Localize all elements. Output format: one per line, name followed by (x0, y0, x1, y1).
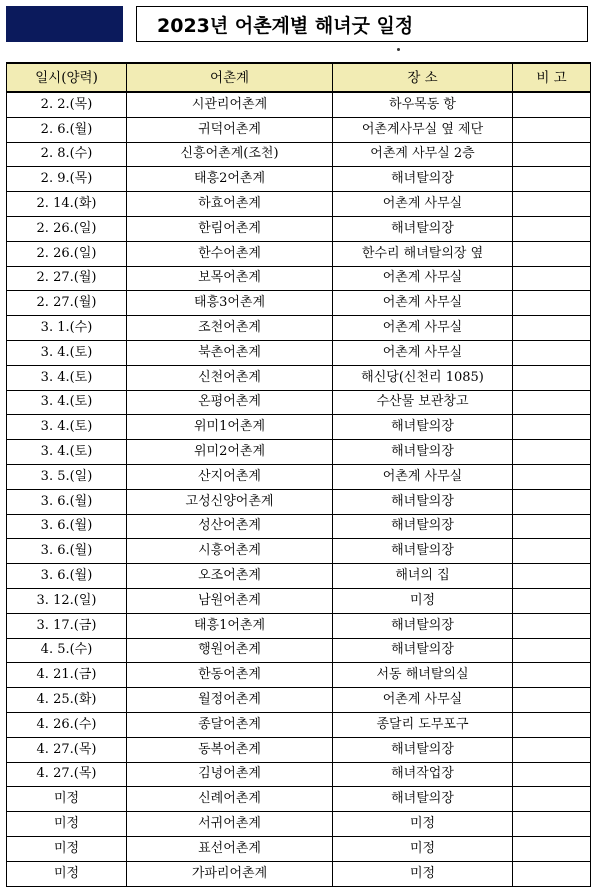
cell-fishing-village: 김녕어촌계 (127, 762, 333, 787)
table-row (7, 365, 591, 390)
table-row (7, 737, 591, 762)
dot-mark (397, 48, 400, 51)
table-row (7, 861, 591, 886)
cell-remarks (513, 613, 591, 638)
cell-fishing-village: 동복어촌계 (127, 737, 333, 762)
cell-fishing-village: 행원어촌계 (127, 638, 333, 663)
cell-date: 3. 12.(일) (7, 588, 127, 613)
cell-place: 어촌계 사무실 (333, 291, 513, 316)
cell-fishing-village: 서귀어촌계 (127, 812, 333, 837)
cell-date: 4. 25.(화) (7, 688, 127, 713)
cell-fishing-village: 한수어촌계 (127, 241, 333, 266)
cell-date: 3. 17.(금) (7, 613, 127, 638)
cell-fishing-village: 위미1어촌계 (127, 415, 333, 440)
cell-date: 3. 4.(토) (7, 390, 127, 415)
cell-remarks (513, 737, 591, 762)
cell-date: 3. 6.(월) (7, 514, 127, 539)
cell-date: 미정 (7, 861, 127, 886)
cell-place: 어촌계 사무실 2층 (333, 142, 513, 167)
cell-place: 어촌계 사무실 (333, 316, 513, 341)
cell-remarks (513, 192, 591, 217)
cell-fishing-village: 신례어촌계 (127, 787, 333, 812)
cell-place: 미정 (333, 588, 513, 613)
cell-remarks (513, 365, 591, 390)
cell-date: 2. 9.(목) (7, 167, 127, 192)
cell-place: 해신당(신천리 1085) (333, 365, 513, 390)
cell-fishing-village: 산지어촌계 (127, 464, 333, 489)
cell-place: 해녀탈의장 (333, 415, 513, 440)
table-row (7, 489, 591, 514)
cell-fishing-village: 오조어촌계 (127, 564, 333, 589)
cell-fishing-village: 종달어촌계 (127, 712, 333, 737)
cell-place: 어촌계 사무실 (333, 464, 513, 489)
table-row (7, 142, 591, 167)
cell-date: 3. 6.(월) (7, 539, 127, 564)
table-row (7, 216, 591, 241)
cell-date: 2. 26.(일) (7, 241, 127, 266)
cell-remarks (513, 812, 591, 837)
table-row (7, 613, 591, 638)
cell-date: 2. 2.(목) (7, 92, 127, 117)
cell-place: 어촌계 사무실 (333, 266, 513, 291)
cell-place: 해녀탈의장 (333, 167, 513, 192)
cell-remarks (513, 167, 591, 192)
table-row (7, 340, 591, 365)
table-row (7, 514, 591, 539)
cell-date: 3. 4.(토) (7, 440, 127, 465)
col-header-date: 일시(양력) (7, 63, 127, 92)
cell-fishing-village: 온평어촌계 (127, 390, 333, 415)
cell-date: 4. 27.(목) (7, 737, 127, 762)
cell-place: 미정 (333, 861, 513, 886)
cell-fishing-village: 북촌어촌계 (127, 340, 333, 365)
cell-remarks (513, 390, 591, 415)
cell-place: 해녀탈의장 (333, 787, 513, 812)
cell-date: 미정 (7, 836, 127, 861)
cell-remarks (513, 588, 591, 613)
cell-remarks (513, 489, 591, 514)
cell-place: 해녀탈의장 (333, 638, 513, 663)
table-row (7, 291, 591, 316)
cell-fishing-village: 보목어촌계 (127, 266, 333, 291)
cell-place: 수산물 보관창고 (333, 390, 513, 415)
cell-fishing-village: 가파리어촌계 (127, 861, 333, 886)
table-row (7, 539, 591, 564)
cell-fishing-village: 하효어촌계 (127, 192, 333, 217)
cell-place: 해녀작업장 (333, 762, 513, 787)
table-row (7, 787, 591, 812)
cell-fishing-village: 한동어촌계 (127, 663, 333, 688)
cell-date: 2. 6.(월) (7, 117, 127, 142)
cell-place: 하우목동 항 (333, 92, 513, 117)
table-row (7, 762, 591, 787)
title-text: 2023년 어촌계별 해녀굿 일정 (157, 14, 414, 37)
table-body (7, 92, 591, 886)
cell-date: 4. 26.(수) (7, 712, 127, 737)
cell-fishing-village: 남원어촌계 (127, 588, 333, 613)
cell-place: 해녀탈의장 (333, 514, 513, 539)
cell-fishing-village: 귀덕어촌계 (127, 117, 333, 142)
cell-fishing-village: 표선어촌계 (127, 836, 333, 861)
cell-place: 해녀탈의장 (333, 613, 513, 638)
table-row (7, 712, 591, 737)
cell-remarks (513, 638, 591, 663)
cell-fishing-village: 월정어촌계 (127, 688, 333, 713)
cell-remarks (513, 688, 591, 713)
cell-place: 어촌계 사무실 (333, 688, 513, 713)
cell-place: 어촌계 사무실 (333, 192, 513, 217)
cell-date: 4. 21.(금) (7, 663, 127, 688)
cell-remarks (513, 787, 591, 812)
cell-place: 해녀탈의장 (333, 440, 513, 465)
table-row (7, 92, 591, 117)
cell-date: 2. 27.(월) (7, 266, 127, 291)
cell-fishing-village: 태흥3어촌계 (127, 291, 333, 316)
cell-remarks (513, 415, 591, 440)
cell-fishing-village: 고성신양어촌계 (127, 489, 333, 514)
cell-date: 미정 (7, 812, 127, 837)
table-row (7, 415, 591, 440)
table-row (7, 688, 591, 713)
cell-date: 4. 5.(수) (7, 638, 127, 663)
col-header-remarks: 비 고 (513, 63, 591, 92)
cell-fishing-village: 태흥1어촌계 (127, 613, 333, 638)
table-row (7, 836, 591, 861)
cell-place: 한수리 해녀탈의장 옆 (333, 241, 513, 266)
table-row (7, 638, 591, 663)
cell-fishing-village: 태흥2어촌계 (127, 167, 333, 192)
cell-fishing-village: 신흥어촌계(조천) (127, 142, 333, 167)
cell-remarks (513, 861, 591, 886)
cell-place: 종달리 도무포구 (333, 712, 513, 737)
table-row (7, 464, 591, 489)
cell-fishing-village: 신천어촌계 (127, 365, 333, 390)
cell-place: 어촌계사무실 옆 제단 (333, 117, 513, 142)
table-row (7, 663, 591, 688)
table-row (7, 588, 591, 613)
cell-place: 해녀탈의장 (333, 216, 513, 241)
cell-fishing-village: 위미2어촌계 (127, 440, 333, 465)
cell-remarks (513, 464, 591, 489)
table-row (7, 192, 591, 217)
cell-date: 2. 14.(화) (7, 192, 127, 217)
table-row (7, 564, 591, 589)
cell-place: 해녀탈의장 (333, 539, 513, 564)
cell-fishing-village: 시관리어촌계 (127, 92, 333, 117)
cell-place: 어촌계 사무실 (333, 340, 513, 365)
cell-remarks (513, 316, 591, 341)
cell-place: 해녀의 집 (333, 564, 513, 589)
cell-remarks (513, 514, 591, 539)
cell-place: 미정 (333, 836, 513, 861)
table-row (7, 241, 591, 266)
cell-fishing-village: 시흥어촌계 (127, 539, 333, 564)
cell-remarks (513, 836, 591, 861)
header-color-block (6, 6, 123, 42)
cell-remarks (513, 564, 591, 589)
cell-remarks (513, 440, 591, 465)
cell-fishing-village: 조천어촌계 (127, 316, 333, 341)
cell-date: 3. 1.(수) (7, 316, 127, 341)
cell-date: 3. 5.(일) (7, 464, 127, 489)
cell-remarks (513, 712, 591, 737)
cell-remarks (513, 92, 591, 117)
cell-remarks (513, 340, 591, 365)
table-row (7, 117, 591, 142)
cell-date: 3. 4.(토) (7, 415, 127, 440)
document-title (136, 6, 588, 42)
cell-date: 2. 26.(일) (7, 216, 127, 241)
cell-date: 3. 4.(토) (7, 365, 127, 390)
table-header-row (7, 63, 591, 92)
cell-date: 4. 27.(목) (7, 762, 127, 787)
cell-fishing-village: 한림어촌계 (127, 216, 333, 241)
cell-fishing-village: 성산어촌계 (127, 514, 333, 539)
cell-remarks (513, 241, 591, 266)
cell-date: 3. 6.(월) (7, 564, 127, 589)
cell-date: 3. 4.(토) (7, 340, 127, 365)
cell-remarks (513, 216, 591, 241)
cell-place: 서동 해녀탈의실 (333, 663, 513, 688)
cell-place: 해녀탈의장 (333, 489, 513, 514)
cell-place: 해녀탈의장 (333, 737, 513, 762)
cell-remarks (513, 539, 591, 564)
cell-remarks (513, 291, 591, 316)
cell-remarks (513, 117, 591, 142)
table-row (7, 266, 591, 291)
table-row (7, 440, 591, 465)
col-header-fishing-village: 어촌계 (127, 63, 333, 92)
cell-remarks (513, 663, 591, 688)
cell-date: 2. 27.(월) (7, 291, 127, 316)
cell-remarks (513, 142, 591, 167)
cell-remarks (513, 266, 591, 291)
cell-date: 2. 8.(수) (7, 142, 127, 167)
table-row (7, 167, 591, 192)
cell-date: 3. 6.(월) (7, 489, 127, 514)
cell-date: 미정 (7, 787, 127, 812)
schedule-table (6, 62, 591, 887)
table-row (7, 390, 591, 415)
table-row (7, 316, 591, 341)
cell-remarks (513, 762, 591, 787)
col-header-place: 장 소 (333, 63, 513, 92)
table-row (7, 812, 591, 837)
cell-place: 미정 (333, 812, 513, 837)
